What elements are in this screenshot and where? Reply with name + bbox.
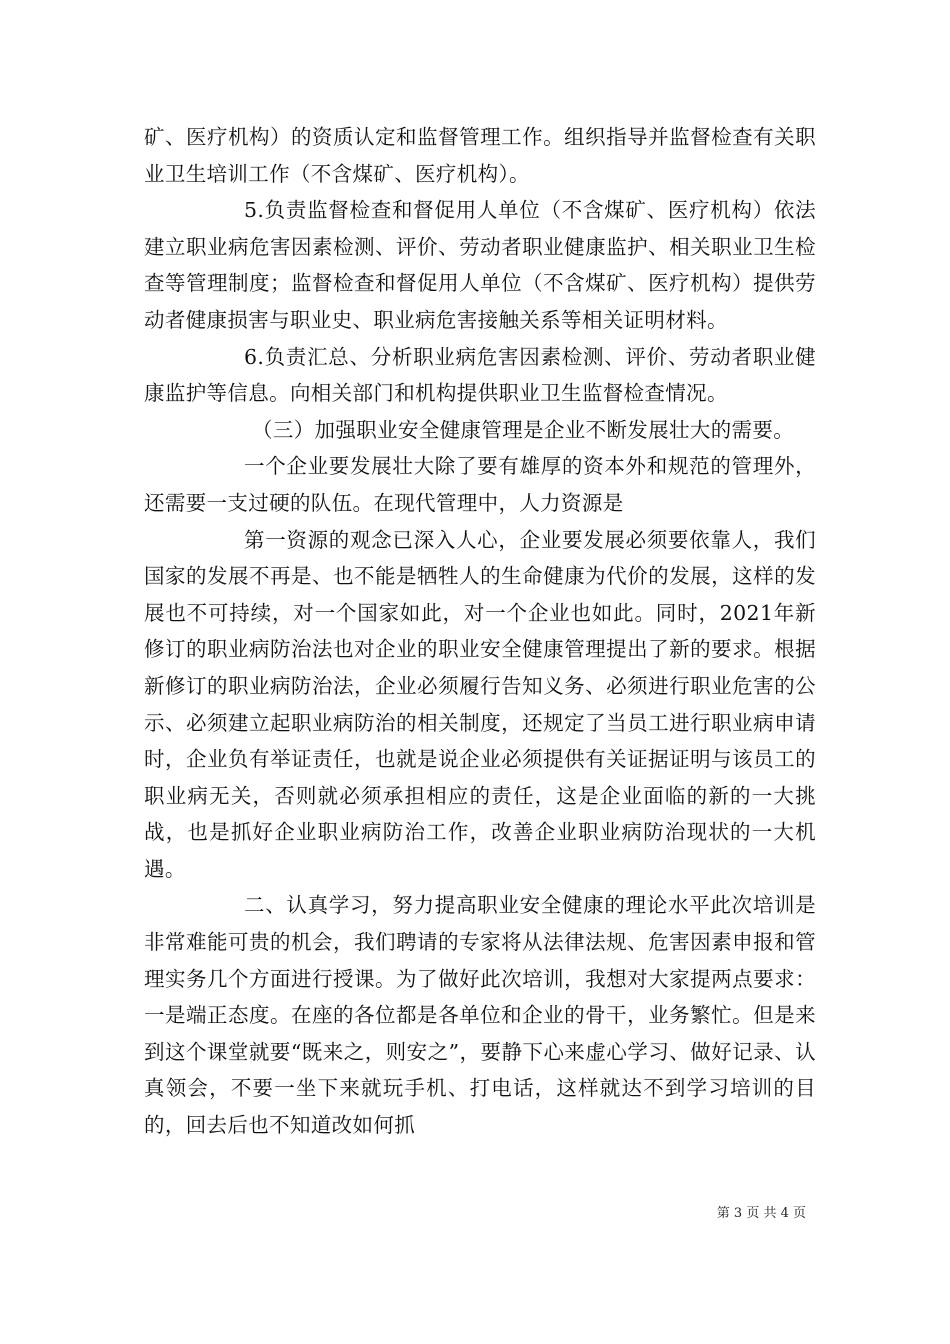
paragraph-3: 6.负责汇总、分析职业病危害因素检测、评价、劳动者职业健康监护等信息。向相关部门和机构提供职业卫生监督检查情况。	[144, 344, 816, 406]
paragraph-6: 二、认真学习，努力提高职业安全健康的理论水平此次培训是非常难能可贵的机会，我们聘请的专家将从法律法规、危害因素申报和管理实务几个方面进行授课。为了做好此次培训，我想对大家提两点要求：一是端正态度。在座的各位都是各单位和企业的骨干，业务繁忙。但是来到这个课堂就要“既来之，则安之”，要静下心来虚心学习、做好记录、认真领会，不要一坐下来就玩手机、打电话，这样就达不到学习培训的目的，回去后也不知道改如何抓	[144, 893, 816, 1138]
page-number: 第 3 页 共 4 页	[716, 1206, 806, 1221]
section-heading: （三）加强职业安全健康管理是企业不断发展壮大的需要。	[252, 417, 795, 442]
paragraph-1: 矿、医疗机构）的资质认定和监督管理工作。组织指导并监督检查有关职业卫生培训工作（不含煤矿、医疗机构）。	[144, 125, 816, 186]
paragraph-5: 第一资源的观念已深入人心，企业要发展必须要依靠人，我们国家的发展不再是、也不能是牺牲人的生命健康为代价的发展，这样的发展也不可持续，对一个国家如此，对一个企业也如此。同时，2021年新修订的职业病防治法也对企业的职业安全健康管理提出了新的要求。根据新修订的职业病防治法，企业必须履行告知义务、必须进行职业危害的公示、必须建立起职业病防治的相关制度，还规定了当员工进行职业病申请时，企业负有举证责任，也就是说企业必须提供有关证据证明与该员工的职业病无关，否则就必须承担相应的责任，这是企业面临的新的一大挑战，也是抓好企业职业病防治工作，改善企业职业病防治现状的一大机遇。	[144, 527, 816, 881]
paragraph-2: 5.负责监督检查和督促用人单位（不含煤矿、医疗机构）依法建立职业病危害因素检测、评价、劳动者职业健康监护、相关职业卫生检查等管理制度；监督检查和督促用人单位（不含煤矿、医疗机构）提供劳动者健康损害与职业史、职业病危害接触关系等相关证明材料。	[144, 198, 816, 332]
paragraph-4: 一个企业要发展壮大除了要有雄厚的资本外和规范的管理外，还需要一支过硬的队伍。在现代管理中，人力资源是	[144, 454, 816, 515]
document-body	[144, 119, 816, 1144]
